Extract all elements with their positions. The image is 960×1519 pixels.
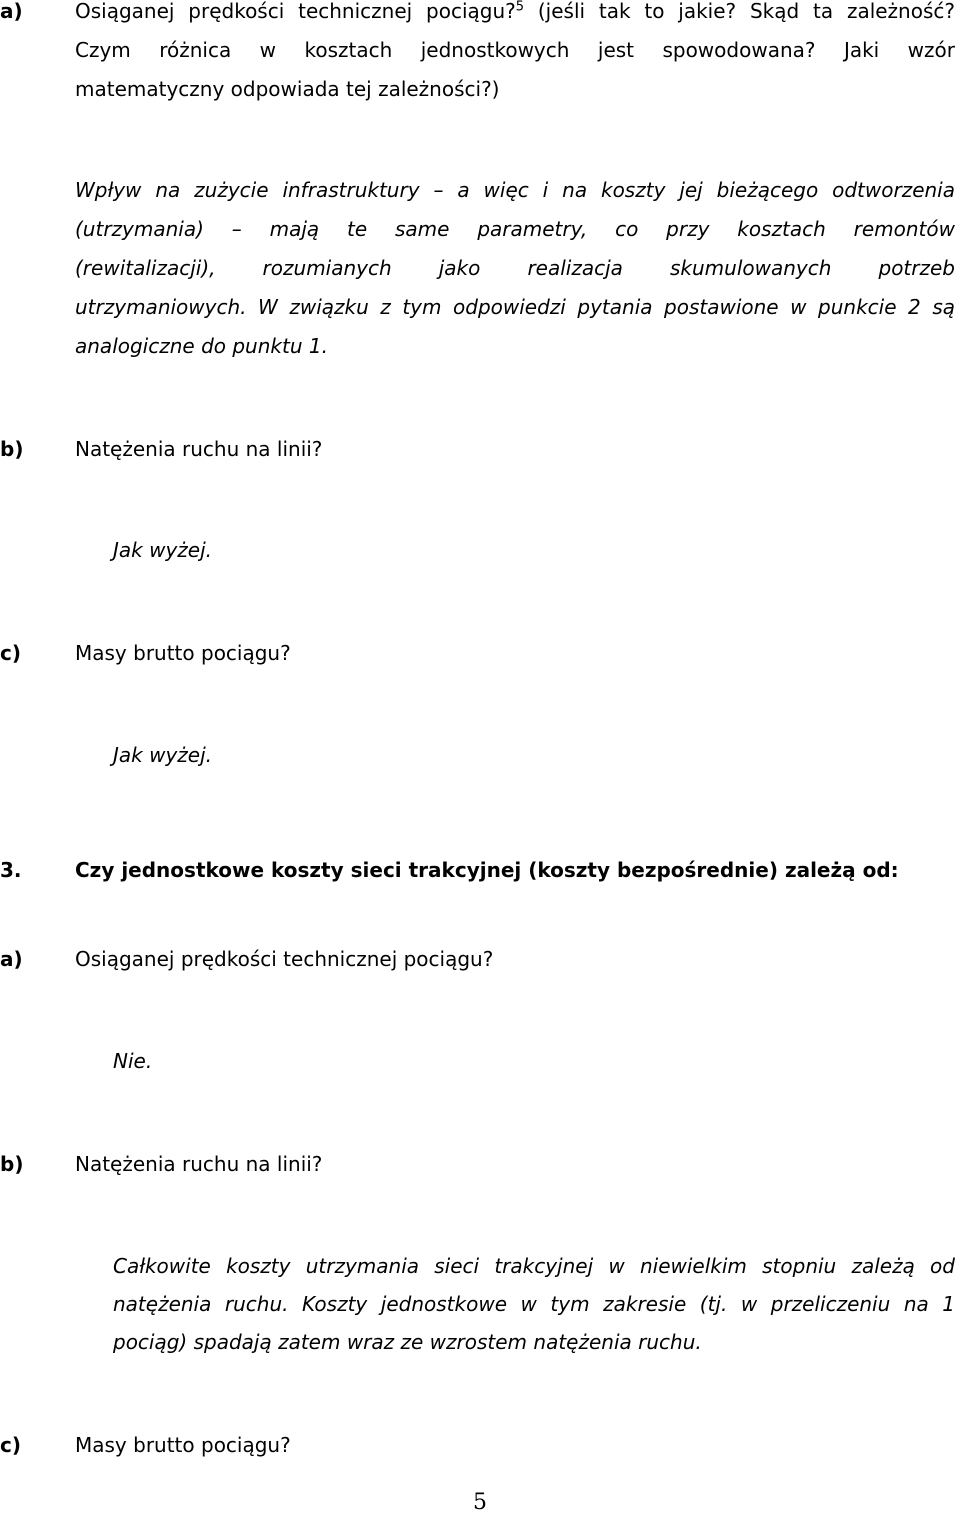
question-text: Natężenia ruchu na linii? (75, 1152, 323, 1176)
answer-line: natężenia ruchu. Koszty jednostkowe w tym zakresie (tj. w przeliczeniu na 1 (113, 1292, 955, 1316)
question-label: a) (0, 0, 23, 23)
paragraph-line: (rewitalizacji), rozumianych jako realizacja skumulowanych potrzeb (75, 256, 955, 280)
question-text: Osiąganej prędkości technicznej pociągu? (75, 947, 494, 971)
question-line-3: matematyczny odpowiada tej zależności?) (75, 77, 500, 101)
question-label: c) (0, 641, 21, 665)
footnote-marker: 5 (515, 0, 525, 15)
question-text: Masy brutto pociągu? (75, 1433, 291, 1457)
question-label: b) (0, 437, 24, 461)
answer-text: Jak wyżej. (113, 743, 213, 767)
question-line-2: Czym różnica w kosztach jednostkowych jest spowodowana? Jaki wzór (75, 38, 955, 62)
answer-line: pociąg) spadają zatem wraz ze wzrostem natężenia ruchu. (113, 1330, 702, 1354)
question-text: Masy brutto pociągu? (75, 641, 291, 665)
page-number: 5 (473, 1490, 487, 1515)
question-label: b) (0, 1152, 24, 1176)
answer-line: Całkowite koszty utrzymania sieci trakcyjnej w niewielkim stopniu zależą od (113, 1254, 955, 1278)
question-label: c) (0, 1433, 21, 1457)
question-line-1: Osiąganej prędkości technicznej pociągu?$^5$ (jeśli tak to jakie? Skąd ta zależność? (75, 0, 956, 23)
answer-text: Jak wyżej. (113, 538, 213, 562)
question-text: Natężenia ruchu na linii? (75, 437, 323, 461)
paragraph-line: (utrzymania) – mają te same parametry, co przy kosztach remontów (75, 217, 955, 241)
paragraph-line: utrzymaniowych. W związku z tym odpowiedzi pytania postawione w punkcie 2 są (75, 295, 955, 319)
answer-text: Nie. (113, 1049, 153, 1073)
paragraph-line: analogiczne do punktu 1. (75, 334, 328, 358)
section-number: 3. (0, 858, 22, 882)
paragraph-line: Wpływ na zużycie infrastruktury – a więc i na koszty jej bieżącego odtworzenia (75, 178, 955, 202)
section-title: Czy jednostkowe koszty sieci trakcyjnej (koszty bezpośrednie) zależą od: (75, 858, 899, 882)
question-label: a) (0, 947, 23, 971)
